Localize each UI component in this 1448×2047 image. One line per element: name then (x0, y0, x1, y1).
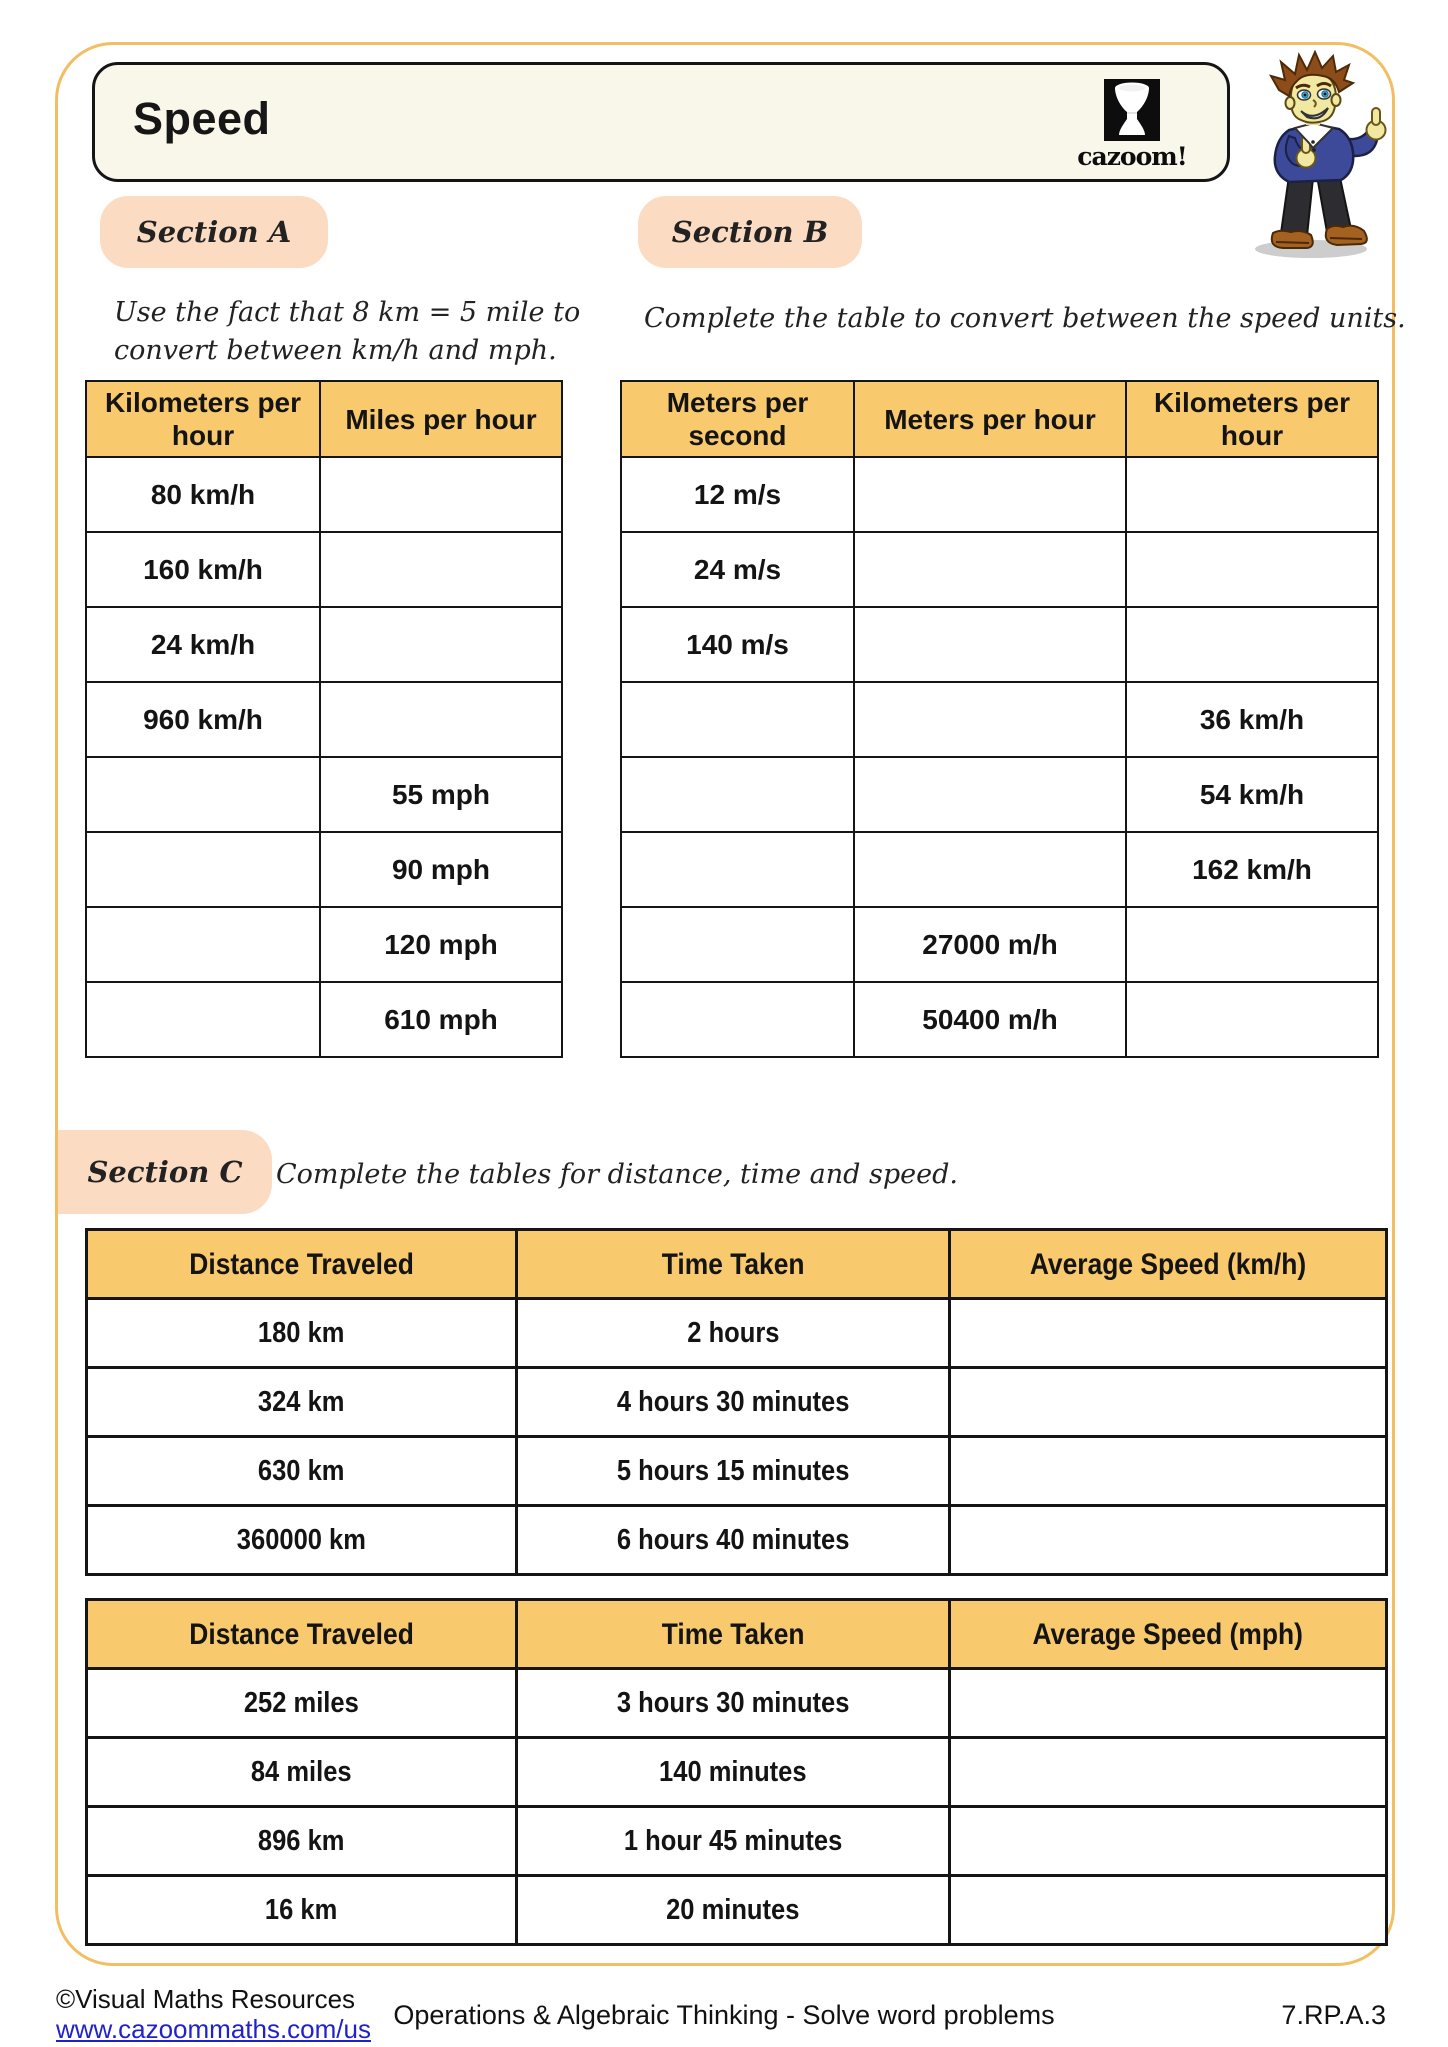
table-cell: 120 mph (320, 907, 562, 982)
table-row (87, 1669, 1387, 1738)
column-header: Average Speed (mph) (950, 1600, 1387, 1669)
table-row (621, 457, 1378, 532)
section-b-instruction: Complete the table to convert between the speed units. (644, 303, 1406, 334)
column-header: Kilometers per hour (1126, 381, 1378, 457)
section-c-table-kmh (85, 1228, 1388, 1576)
table-cell: 140 m/s (621, 607, 854, 682)
section-c-table-mph (85, 1598, 1388, 1946)
table-cell: 160 km/h (86, 532, 320, 607)
table-cell (320, 682, 562, 757)
cazoom-logo (1067, 79, 1197, 171)
table-cell: 360000 km (87, 1506, 517, 1575)
table-cell (950, 1437, 1387, 1506)
footer-standard-code: 7.RP.A.3 (1281, 2000, 1386, 2030)
table-cell: 55 mph (320, 757, 562, 832)
column-header: Distance Traveled (87, 1600, 517, 1669)
section-b-badge: Section B (638, 196, 862, 268)
table-cell: 1 hour 45 minutes (517, 1807, 950, 1876)
instruction-line: convert between km/h and mph. (114, 335, 557, 366)
table-cell: 4 hours 30 minutes (517, 1368, 950, 1437)
table-row (86, 757, 562, 832)
table-header-row (87, 1600, 1387, 1669)
mascot-boy (1243, 50, 1403, 262)
table-cell (950, 1368, 1387, 1437)
table-cell: 610 mph (320, 982, 562, 1057)
drum-icon (1104, 79, 1160, 141)
column-header: Average Speed (km/h) (950, 1230, 1387, 1299)
table-cell: 960 km/h (86, 682, 320, 757)
table-cell (1126, 907, 1378, 982)
table-row (86, 457, 562, 532)
column-header: Miles per hour (320, 381, 562, 457)
table-cell (86, 982, 320, 1057)
table-row (621, 532, 1378, 607)
table-cell (1126, 607, 1378, 682)
table-cell (621, 907, 854, 982)
table-cell (854, 607, 1126, 682)
table-row (621, 757, 1378, 832)
table-row (86, 532, 562, 607)
table-cell: 24 km/h (86, 607, 320, 682)
table-header-row (87, 1230, 1387, 1299)
table-cell (950, 1738, 1387, 1807)
table-cell (320, 532, 562, 607)
table-cell (621, 832, 854, 907)
table-cell: 252 miles (87, 1669, 517, 1738)
table-cell: 180 km (87, 1299, 517, 1368)
table-cell (320, 457, 562, 532)
table-cell: 2 hours (517, 1299, 950, 1368)
table-cell (86, 757, 320, 832)
column-header: Meters per second (621, 381, 854, 457)
table-cell: 3 hours 30 minutes (517, 1669, 950, 1738)
column-header: Distance Traveled (87, 1230, 517, 1299)
table-cell (950, 1807, 1387, 1876)
table-row (87, 1807, 1387, 1876)
table-cell (854, 532, 1126, 607)
table-row (87, 1876, 1387, 1945)
table-row (87, 1437, 1387, 1506)
table-cell (854, 457, 1126, 532)
table-cell: 630 km (87, 1437, 517, 1506)
table-cell (854, 832, 1126, 907)
table-cell: 16 km (87, 1876, 517, 1945)
footer-website-link[interactable]: www.cazoommaths.com/us (56, 2014, 371, 2044)
table-row (87, 1738, 1387, 1807)
table-row (621, 907, 1378, 982)
table-row (87, 1368, 1387, 1437)
title-box (92, 62, 1230, 182)
section-b-table (620, 380, 1379, 1058)
table-cell: 896 km (87, 1807, 517, 1876)
section-a-table (85, 380, 563, 1058)
table-row (86, 607, 562, 682)
table-cell: 80 km/h (86, 457, 320, 532)
table-cell (1126, 532, 1378, 607)
table-cell: 140 minutes (517, 1738, 950, 1807)
table-cell (854, 757, 1126, 832)
table-header-row (621, 381, 1378, 457)
table-row (621, 682, 1378, 757)
table-row (87, 1506, 1387, 1575)
footer-copyright: ©Visual Maths Resources (56, 1984, 356, 2014)
instruction-line: Use the fact that 8 km = 5 mile to (114, 297, 581, 328)
page-title: Speed (133, 93, 271, 144)
table-cell: 24 m/s (621, 532, 854, 607)
table-cell (1126, 457, 1378, 532)
table-row (86, 682, 562, 757)
table-cell: 5 hours 15 minutes (517, 1437, 950, 1506)
logo-wordmark: cazoom! (1077, 142, 1187, 171)
table-row (87, 1299, 1387, 1368)
section-a-instruction (114, 294, 580, 370)
table-header-row (86, 381, 562, 457)
table-cell: 6 hours 40 minutes (517, 1506, 950, 1575)
section-c-instruction: Complete the tables for distance, time and speed. (276, 1159, 958, 1190)
table-cell (950, 1876, 1387, 1945)
table-cell: 20 minutes (517, 1876, 950, 1945)
table-cell: 12 m/s (621, 457, 854, 532)
table-cell (621, 757, 854, 832)
table-cell: 50400 m/h (854, 982, 1126, 1057)
column-header: Time Taken (517, 1600, 950, 1669)
table-cell: 90 mph (320, 832, 562, 907)
table-cell: 36 km/h (1126, 682, 1378, 757)
table-row (86, 832, 562, 907)
table-cell: 54 km/h (1126, 757, 1378, 832)
table-cell (621, 682, 854, 757)
table-cell (621, 982, 854, 1057)
table-cell (950, 1669, 1387, 1738)
table-cell (86, 907, 320, 982)
table-cell: 84 miles (87, 1738, 517, 1807)
table-row (621, 832, 1378, 907)
section-a-badge: Section A (100, 196, 328, 268)
footer-topic: Operations & Algebraic Thinking - Solve word problems (393, 2000, 1055, 2030)
column-header: Meters per hour (854, 381, 1126, 457)
table-cell: 162 km/h (1126, 832, 1378, 907)
table-cell (854, 682, 1126, 757)
table-cell (86, 832, 320, 907)
table-cell (950, 1299, 1387, 1368)
section-c-badge: Section C (58, 1130, 272, 1214)
column-header: Time Taken (517, 1230, 950, 1299)
table-cell: 324 km (87, 1368, 517, 1437)
column-header: Kilometers per hour (86, 381, 320, 457)
table-cell (950, 1506, 1387, 1575)
table-row (621, 982, 1378, 1057)
table-row (86, 982, 562, 1057)
table-cell (1126, 982, 1378, 1057)
table-cell: 27000 m/h (854, 907, 1126, 982)
table-row (621, 607, 1378, 682)
table-row (86, 907, 562, 982)
table-cell (320, 607, 562, 682)
